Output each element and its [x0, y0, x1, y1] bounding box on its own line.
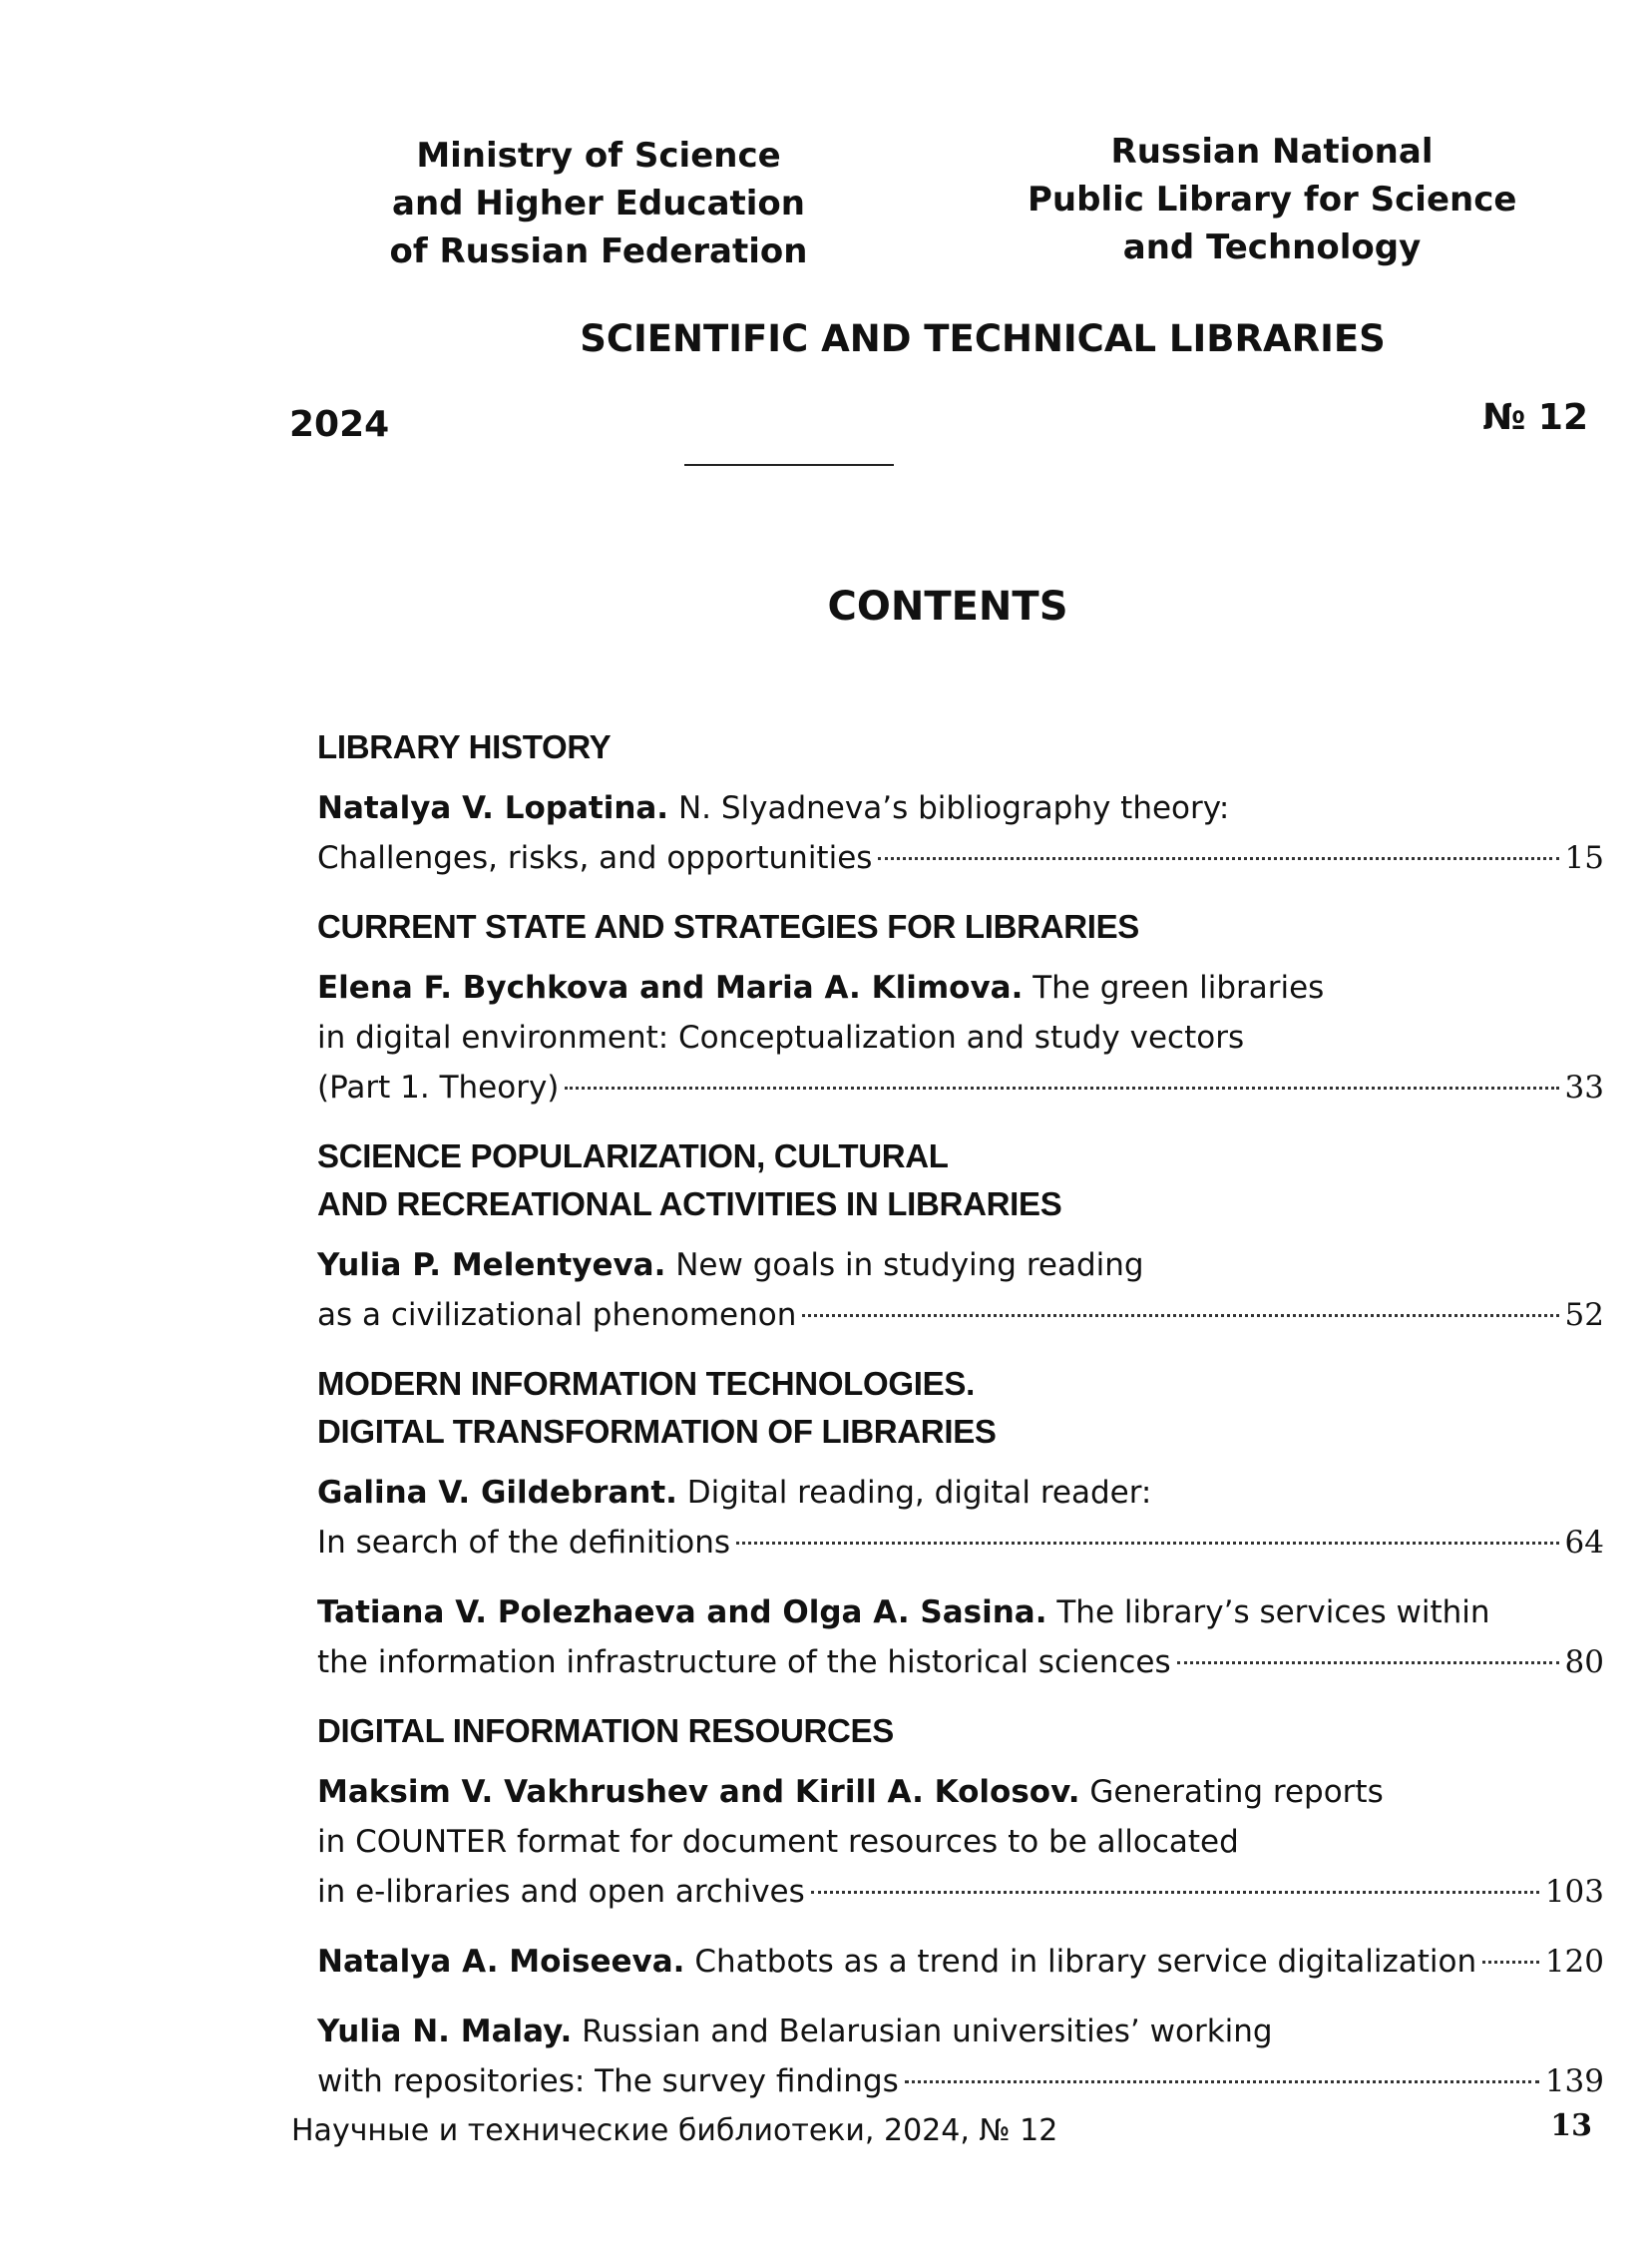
entry-line [317, 1468, 1604, 1518]
entry-line [317, 1013, 1604, 1063]
entry-title-part: N. Slyadneva’s bibliography theory: [668, 790, 1230, 826]
library-line-1: Russian National [1110, 132, 1434, 172]
toc-section [317, 723, 1604, 883]
entry-page-number: 15 [1564, 840, 1604, 876]
toc-entry[interactable] [317, 783, 1604, 883]
entry-title-part: In search of the definitions [317, 1525, 731, 1561]
entry-text [317, 1937, 1476, 1987]
toc-section [317, 1132, 1604, 1340]
toc-entry[interactable] [317, 1587, 1604, 1687]
dot-leader [736, 1542, 1559, 1545]
entry-author: Elena F. Bychkova and Maria A. Klimova. [317, 970, 1024, 1006]
section-heading [317, 1132, 1604, 1228]
entry-title-part: in COUNTER format for document resources to be allocated [317, 1824, 1239, 1860]
library-line-3: and Technology [1122, 227, 1422, 267]
entry-text [317, 1518, 730, 1568]
header-divider [684, 464, 894, 466]
entry-line [317, 1063, 1604, 1113]
entry-page-number: 139 [1544, 2063, 1604, 2099]
library-line-2: Public Library for Science [1028, 180, 1517, 220]
dot-leader [1482, 1961, 1539, 1964]
entry-author: Tatiana V. Polezhaeva and Olga A. Sasina. [317, 1594, 1047, 1630]
entry-author: Natalya V. Lopatina. [317, 790, 669, 826]
entry-line [317, 783, 1604, 833]
entry-title-part: in digital environment: Conceptualization and study vectors [317, 1020, 1245, 1056]
entry-line [317, 2007, 1604, 2056]
entry-text [317, 1063, 559, 1113]
section-heading-line: AND RECREATIONAL ACTIVITIES IN LIBRARIES [317, 1185, 1062, 1222]
entry-text [317, 790, 1229, 826]
entry-title-part: in e-libraries and open archives [317, 1874, 805, 1910]
section-heading-line: MODERN INFORMATION TECHNOLOGIES. [317, 1365, 975, 1402]
section-heading-line: DIGITAL INFORMATION RESOURCES [317, 1712, 894, 1749]
toc-entry[interactable] [317, 2007, 1604, 2106]
entry-line [317, 1637, 1604, 1687]
dot-leader [1177, 1661, 1559, 1664]
entry-line [317, 1518, 1604, 1568]
toc-entry[interactable] [317, 1767, 1604, 1917]
section-heading-line: CURRENT STATE AND STRATEGIES FOR LIBRARIES [317, 908, 1140, 945]
dot-leader [878, 857, 1558, 860]
entry-title-part: Generating reports [1079, 1774, 1384, 1810]
entry-text [317, 833, 872, 883]
contents-title: CONTENTS [827, 584, 1068, 630]
entry-title-part: Digital reading, digital reader: [676, 1475, 1152, 1511]
entry-title-part: (Part 1. Theory) [317, 1070, 560, 1106]
entry-title-part: Challenges, risks, and opportunities [317, 840, 873, 876]
entry-line [317, 1240, 1604, 1290]
section-heading-line: DIGITAL TRANSFORMATION OF LIBRARIES [317, 1413, 997, 1450]
entry-text [317, 1774, 1384, 1810]
entry-line [317, 2056, 1604, 2106]
entry-author: Yulia P. Melentyeva. [317, 1247, 666, 1283]
entry-author: Natalya A. Moiseeva. [317, 1944, 685, 1980]
entry-title-part: The library’s services within [1046, 1594, 1490, 1630]
toc-section [317, 903, 1604, 1113]
section-heading [317, 1360, 1604, 1456]
journal-title: SCIENTIFIC AND TECHNICAL LIBRARIES [580, 317, 1386, 360]
entry-title-part: New goals in studying reading [665, 1247, 1144, 1283]
toc-entry[interactable] [317, 963, 1604, 1113]
entry-line [317, 1817, 1604, 1867]
entry-text [317, 1867, 805, 1917]
entry-title-part: The green libraries [1023, 970, 1325, 1006]
section-heading [317, 1707, 1604, 1755]
section-heading-line: LIBRARY HISTORY [317, 728, 612, 765]
entry-text [317, 2056, 899, 2106]
entry-title-part: with repositories: The survey findings [317, 2063, 899, 2099]
toc-entry[interactable] [317, 1468, 1604, 1568]
section-heading [317, 723, 1604, 771]
entry-line [317, 1290, 1604, 1340]
entry-text [317, 1594, 1490, 1630]
library-header [1028, 128, 1516, 271]
entry-text [317, 1824, 1239, 1860]
section-heading [317, 903, 1604, 951]
entry-page-number: 120 [1544, 1944, 1604, 1980]
entry-text [317, 1290, 796, 1340]
entry-text [317, 1020, 1244, 1056]
footer-journal: Научные и технические библиотеки, 2024, № 12 [291, 2113, 1058, 2148]
issue-number: № 12 [1482, 397, 1588, 438]
entry-title-part: Russian and Belarusian universities’ working [572, 2014, 1273, 2049]
entry-page-number: 64 [1564, 1525, 1604, 1561]
issue-year: 2024 [289, 404, 390, 445]
ministry-line-3: of Russian Federation [389, 231, 808, 271]
entry-line [317, 1767, 1604, 1817]
entry-author: Yulia N. Malay. [317, 2014, 573, 2049]
entry-line [317, 1937, 1604, 1987]
ministry-line-1: Ministry of Science [416, 136, 781, 176]
entry-author: Maksim V. Vakhrushev and Kirill A. Kolosov. [317, 1774, 1080, 1810]
entry-line [317, 1587, 1604, 1637]
dot-leader [802, 1314, 1558, 1317]
entry-title-part: as a civilizational phenomenon [317, 1297, 797, 1333]
entry-page-number: 103 [1544, 1874, 1604, 1910]
dot-leader [905, 2080, 1539, 2083]
entry-line [317, 1867, 1604, 1917]
entry-line [317, 963, 1604, 1013]
entry-author: Galina V. Gildebrant. [317, 1475, 677, 1511]
entry-page-number: 33 [1564, 1070, 1604, 1106]
entry-text [317, 1247, 1144, 1283]
toc-section [317, 1360, 1604, 1687]
entry-text [317, 970, 1324, 1006]
entry-page-number: 52 [1564, 1297, 1604, 1333]
entry-line [317, 833, 1604, 883]
footer-page-number: 13 [1550, 2108, 1592, 2143]
toc-entry[interactable] [317, 1937, 1604, 1987]
ministry-line-2: and Higher Education [392, 184, 805, 224]
entry-text [317, 2014, 1273, 2049]
ministry-header [359, 132, 838, 275]
entry-title-part: the information infrastructure of the historical sciences [317, 1644, 1171, 1680]
entry-page-number: 80 [1564, 1644, 1604, 1680]
section-heading-line: SCIENCE POPULARIZATION, CULTURAL [317, 1137, 949, 1174]
entry-text [317, 1637, 1171, 1687]
table-of-contents [317, 723, 1604, 2126]
toc-entry[interactable] [317, 1240, 1604, 1340]
dot-leader [565, 1087, 1558, 1090]
dot-leader [811, 1891, 1539, 1894]
toc-section [317, 1707, 1604, 2106]
entry-text [317, 1475, 1151, 1511]
entry-title-part: Chatbots as a trend in library service digitalization [684, 1944, 1477, 1980]
